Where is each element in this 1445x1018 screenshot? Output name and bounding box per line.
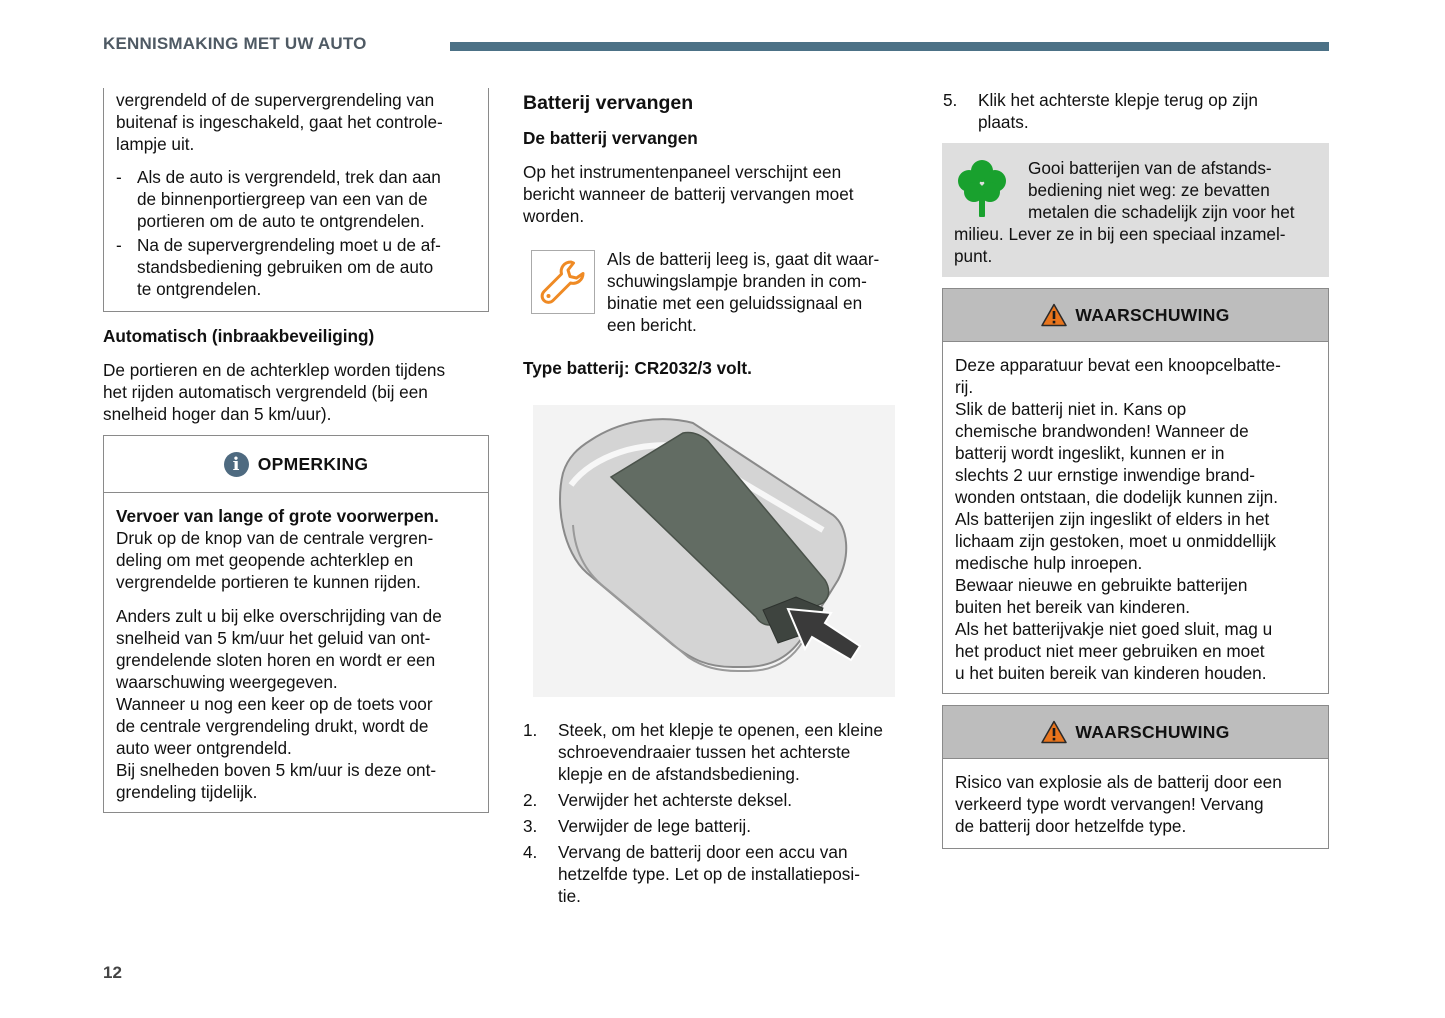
step5-block: [943, 89, 1329, 133]
battery-type-block: [523, 357, 913, 379]
note-bold-line: Vervoer van lange of grote voorwerpen.: [116, 506, 439, 526]
step-number: 5.: [943, 90, 958, 110]
warning-triangle-icon: [1041, 720, 1067, 744]
warning-line: buiten het bereik van kinderen.: [955, 597, 1191, 617]
continued-box: [103, 88, 489, 312]
warning-line: Risico van explosie als de batterij door een: [955, 772, 1282, 792]
intro-line: worden.: [523, 206, 585, 226]
note-line: snelheid van 5 km/uur het geluid van ont-: [116, 628, 431, 648]
note-line: Anders zult u bij elke overschrijding van de: [116, 606, 442, 626]
intro-line: Op het instrumentenpaneel verschijnt een: [523, 162, 842, 182]
wrench-line: een bericht.: [607, 315, 697, 335]
step-number: 1.: [523, 720, 538, 740]
list-item: [523, 719, 915, 785]
dash-item: [116, 234, 476, 300]
warning-line: Slik de batterij niet in. Kans op: [955, 399, 1187, 419]
dash-line: Als de auto is vergrendeld, trek dan aan: [137, 167, 441, 187]
warning-line: slechts 2 uur ernstige inwendige brand-: [955, 465, 1256, 485]
auto-line: snelheid hoger dan 5 km/uur).: [103, 404, 332, 424]
auto-line: De portieren en de achterklep worden tijdens: [103, 360, 446, 380]
wrench-icon-box: [531, 250, 595, 314]
note-line: auto weer ontgrendeld.: [116, 738, 292, 758]
dash-line: portieren om de auto te ontgrendelen.: [137, 211, 425, 231]
step-line: klepje en de afstandsbediening.: [558, 764, 800, 784]
step-number: 2.: [523, 790, 538, 810]
warning-line: u het buiten bereik van kinderen houden.: [955, 663, 1267, 683]
warning-line: verkeerd type wordt vervangen! Vervang: [955, 794, 1264, 814]
warning-line: het product niet meer gebruiken en moet: [955, 641, 1265, 661]
warning-header: [943, 289, 1328, 342]
dash-line: standsbediening gebruiken om de auto: [137, 257, 434, 277]
warning-triangle-icon: [1041, 303, 1067, 327]
auto-line: het rijden automatisch vergrendeld (bij een: [103, 382, 428, 402]
list-item: [523, 841, 915, 907]
dash-line: de binnenportiergreep van een van de: [137, 189, 428, 209]
warning-box-2: [942, 705, 1329, 849]
note-line: waarschuwing weergegeven.: [116, 672, 338, 692]
section-title: KENNISMAKING MET UW AUTO: [103, 34, 367, 53]
warning-line: Als het batterijvakje niet goed sluit, mag u: [955, 619, 1273, 639]
env-line: milieu. Lever ze in bij een speciaal inzamel-: [954, 224, 1286, 244]
env-line: punt.: [954, 246, 993, 266]
step-line: hetzelfde type. Let op de installatieposi-: [558, 864, 860, 884]
warning-line: de batterij door hetzelfde type.: [955, 816, 1187, 836]
info-icon: i: [224, 452, 249, 477]
auto-heading: Automatisch (inbraakbeveiliging): [103, 326, 375, 346]
wrench-text: [607, 248, 912, 336]
environment-note: [942, 143, 1329, 277]
warning-line: medische hulp inroepen.: [955, 553, 1143, 573]
intro-line: bericht wanneer de batterij vervangen moet: [523, 184, 854, 204]
wrench-line: schuwingslampje branden in com-: [607, 271, 867, 291]
warning-body: [943, 759, 1328, 837]
step-line: schroevendraaier tussen het achterste: [558, 742, 851, 762]
warning-line: batterij wordt ingeslikt, kunnen er in: [955, 443, 1225, 463]
step-line: Verwijder het achterste deksel.: [558, 790, 793, 810]
step-line: Klik het achterste klepje terug op zijn: [978, 90, 1258, 110]
note-line: Druk op de knop van de centrale vergren-: [116, 528, 434, 548]
warning-line: wonden ontstaan, die dodelijk kunnen zijn.: [955, 487, 1278, 507]
warning-title: WAARSCHUWING: [1075, 304, 1230, 325]
step-line: tie.: [558, 886, 581, 906]
list-item: [943, 89, 1329, 133]
dash-marker: -: [116, 167, 122, 187]
warning-line: chemische brandwonden! Wanneer de: [955, 421, 1249, 441]
step-line: Verwijder de lege batterij.: [558, 816, 751, 836]
warning-line: Als batterijen zijn ingeslikt of elders in het: [955, 509, 1270, 529]
battery-section: [523, 90, 918, 227]
list-item: [523, 789, 915, 811]
dash-marker: -: [116, 235, 122, 255]
warning-title: WAARSCHUWING: [1075, 721, 1230, 742]
dash-line: Na de supervergrendeling moet u de af-: [137, 235, 441, 255]
warning-header: [943, 706, 1328, 759]
env-line: bediening niet weg: ze bevatten: [1028, 180, 1270, 200]
dash-line: te ontgrendelen.: [137, 279, 262, 299]
page-number: 12: [103, 963, 122, 982]
note-header: [104, 436, 488, 493]
step-number: 3.: [523, 816, 538, 836]
step-line: Steek, om het klepje te openen, een kleine: [558, 720, 883, 740]
warning-line: Bewaar nieuwe en gebruikte batterijen: [955, 575, 1248, 595]
note-line: Wanneer u nog een keer op de toets voor: [116, 694, 433, 714]
key-fob-illustration: [533, 405, 895, 697]
warning-line: lichaam zijn gestoken, moet u onmiddellijk: [955, 531, 1276, 551]
env-line: Gooi batterijen van de afstands-: [1028, 158, 1272, 178]
warning-line: rij.: [955, 377, 974, 397]
env-line: metalen die schadelijk zijn voor het: [1028, 202, 1295, 222]
battery-subheading: De batterij vervangen: [523, 128, 698, 148]
list-item: [523, 815, 915, 837]
note-title: OPMERKING: [257, 453, 369, 474]
note-line: grendeling tijdelijk.: [116, 782, 258, 802]
battery-heading: Batterij vervangen: [523, 92, 694, 114]
note-body: [104, 493, 488, 803]
continued-line: lampje uit.: [116, 134, 195, 154]
wrench-line: binatie met een geluidssignaal en: [607, 293, 863, 313]
warning-body: [943, 342, 1328, 684]
warning-line: Deze apparatuur bevat een knoopcelbatte-: [955, 355, 1281, 375]
note-line: vergrendelde portieren te kunnen rijden.: [116, 572, 421, 592]
note-line: de centrale vergrendeling drukt, wordt de: [116, 716, 429, 736]
note-line: grendelende sloten horen en wordt er een: [116, 650, 436, 670]
header-bar: [450, 42, 1329, 51]
tree-icon: [954, 157, 1010, 219]
note-line: Bij snelheden boven 5 km/uur is deze ont-: [116, 760, 437, 780]
step-line: Vervang de batterij door een accu van: [558, 842, 848, 862]
step-number: 4.: [523, 842, 538, 862]
steps-list: [523, 719, 915, 907]
battery-type: Type batterij: CR2032/3 volt.: [523, 358, 752, 378]
continued-line: vergrendeld of de supervergrendeling van: [116, 90, 435, 110]
wrench-line: Als de batterij leeg is, gaat dit waar-: [607, 249, 880, 269]
note-box: [103, 435, 489, 813]
continued-line: buitenaf is ingeschakeld, gaat het controle-: [116, 112, 443, 132]
auto-section: [103, 325, 493, 425]
wrench-icon: [535, 254, 591, 310]
note-line: deling om met geopende achterklep en: [116, 550, 414, 570]
step-line: plaats.: [978, 112, 1029, 132]
warning-box-1: [942, 288, 1329, 694]
dash-item: [116, 166, 476, 232]
